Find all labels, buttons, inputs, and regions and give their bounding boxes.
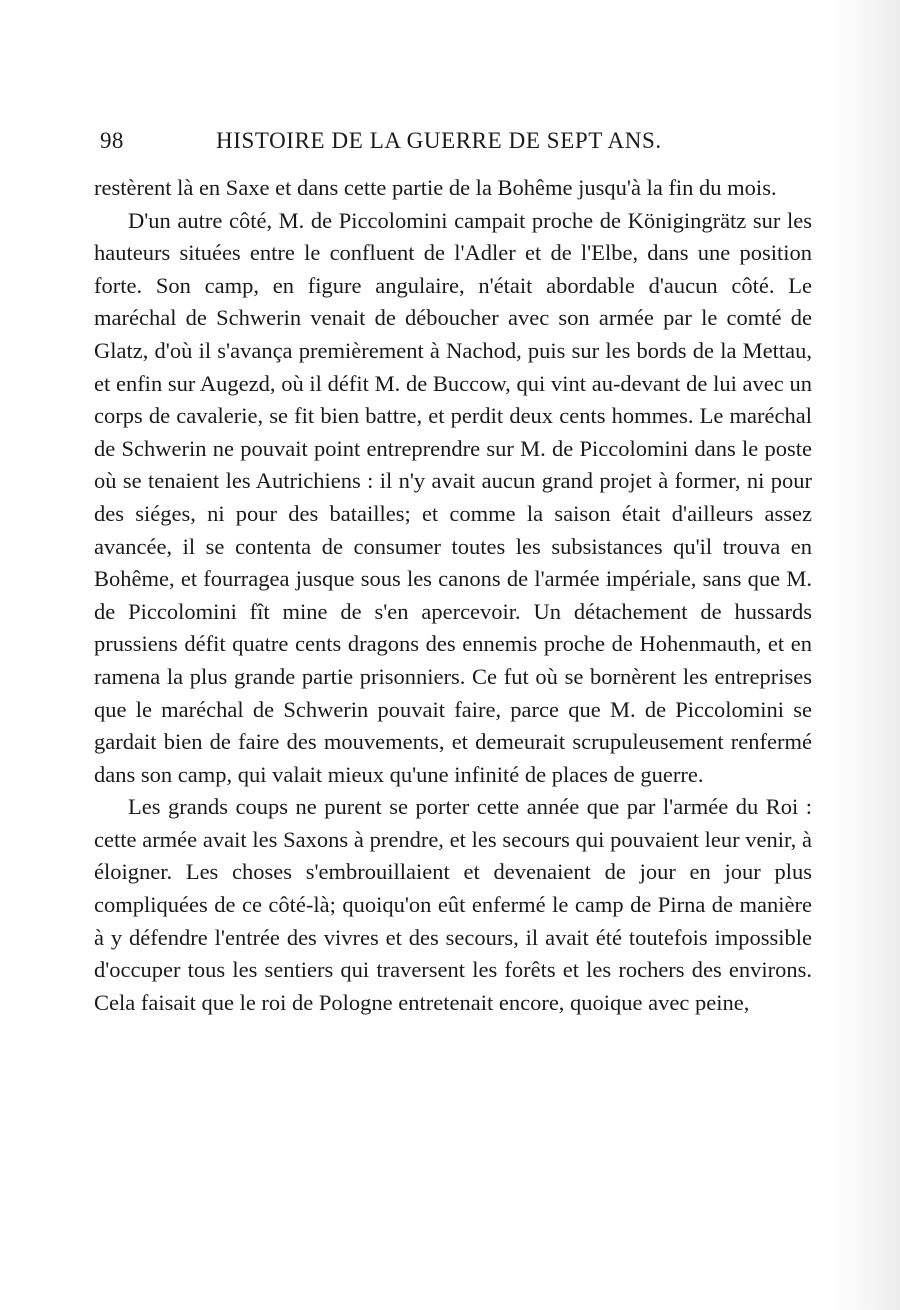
running-head-title: HISTOIRE DE LA GUERRE DE SEPT ANS. <box>216 128 662 153</box>
paragraph: D'un autre côté, M. de Piccolomini campait proche de Königingrätz sur les hauteurs situées entre le confluent de l'Adler et de l'Elbe, dans une position forte. Son camp, en figure angulaire, n'était abordable d'aucun côté. Le maréchal de Schwerin venait de déboucher avec son armée par le comté de Glatz, d'où il s'avança premièrement à Nachod, puis sur les bords de la Mettau, et enfin sur Augezd, où il défit M. de Buccow, qui vint au-devant de lui avec un corps de cavalerie, se fit bien battre, et perdit deux cents hommes. Le maréchal de Schwerin ne pouvait point entreprendre sur M. de Piccolomini dans le poste où se tenaient les Autrichiens : il n'y avait aucun grand projet à former, ni pour des siéges, ni pour des batailles; et comme la saison était d'ailleurs assez avancée, il se contenta de consumer toutes les subsistances qu'il trouva en Bohême, et fourragea jusque sous les canons de l'armée impériale, sans que M. de Piccolomini fît mine de s'en apercevoir. Un détachement de hussards prussiens défit quatre cents dragons des ennemis proche de Hohenmauth, et en ramena la plus grande partie prisonniers. Ce fut où se bornèrent les entreprises que le maréchal de Schwerin pouvait faire, parce que M. de Piccolomini se gardait bien de faire des mouvements, et demeurait scrupuleusement renfermé dans son camp, qui valait mieux qu'une infinité de places de guerre. <box>94 207 812 787</box>
paragraph: Les grands coups ne purent se porter cette année que par l'armée du Roi : cette armée avait les Saxons à prendre, et les secours qui pouvaient leur venir, à éloigner. Les choses s'embrouillaient et devenaient de jour en jour plus compliquées de ce côté-là; quoiqu'on eût enfermé le camp de Pirna de manière à y défendre l'entrée des vivres et des secours, il avait été toutefois impossible d'occuper tous les sentiers qui traversent les forêts et les rochers des environs. Cela faisait que le roi de Pologne entretenait encore, quoique avec peine, <box>94 794 812 1015</box>
page-edge-shadow <box>830 0 900 1310</box>
page-number: 98 <box>100 128 124 153</box>
body-text <box>94 172 812 1019</box>
running-head <box>96 128 816 162</box>
paragraph-continuation: restèrent là en Saxe et dans cette partie de la Bohême jusqu'à la fin du mois. <box>94 175 777 200</box>
